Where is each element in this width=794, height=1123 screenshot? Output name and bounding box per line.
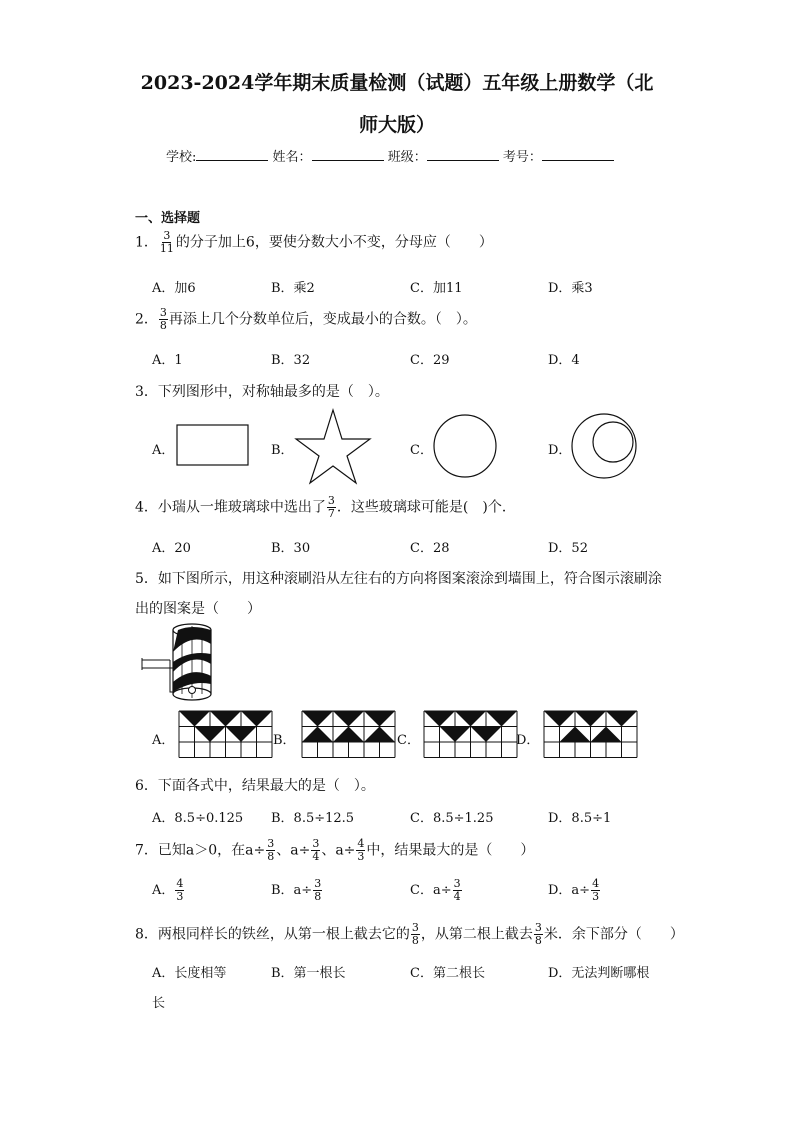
question-5-line-1: 5．如下图所示，用这种滚刷沿从左往右的方向将图案滚涂到墙围上，符合图示滚刷涂 [135,571,662,587]
q8-text-a: 8．两根同样长的铁丝，从第一根上截去它的 [135,926,410,943]
question-8 [135,922,684,947]
q2-option-c[interactable]: C．29 [410,353,450,368]
title-line-2: 师大版） [358,114,435,136]
school-label: 学校: [166,150,197,165]
q6-option-d[interactable]: D．8.5÷1 [548,811,612,826]
q4-text-b: ．这些玻璃球可能是( )个． [336,499,516,516]
q5-option-c-label[interactable]: C． [397,733,420,748]
q7-option-c[interactable]: C．a÷ $\frac{3}{4}$ [410,877,461,903]
q7-fraction-2: $\frac{3}{4}$ [312,837,320,863]
q3-option-d-label[interactable]: D． [548,443,572,458]
q5-pattern-grid-d [544,711,637,758]
q1-option-b[interactable]: B．乘2 [271,281,315,296]
q1-text: 的分子加上6，要使分数大小不变，分母应（ ） [175,234,493,251]
q4-option-d[interactable]: D．52 [548,541,588,556]
q8-option-d-wrap: 长 [152,996,166,1011]
q3-option-a-label[interactable]: A． [152,443,175,458]
q7-option-b[interactable]: B．a÷ $\frac{3}{8}$ [271,877,322,903]
q1-option-a[interactable]: A．加6 [152,281,196,296]
q5-option-a-label[interactable]: A． [152,733,175,748]
q2-option-b[interactable]: B．32 [271,353,311,368]
q7-option-d[interactable]: D．a÷ $\frac{4}{3}$ [548,877,600,903]
class-label: 班级： [387,150,427,165]
q4-option-b[interactable]: B．30 [271,541,311,556]
question-3-text: 3．下列图形中，对称轴最多的是（ ）。 [135,384,389,400]
q8-option-c[interactable]: C．第二根长 [410,966,485,981]
q5-pattern-grid-c [424,711,517,758]
q7-sep-2: 、a÷ [321,842,356,859]
q1-option-d[interactable]: D．乘3 [548,281,593,296]
q7-text-a: 7．已知a＞0，在a÷ [135,842,266,859]
question-6-text: 6．下面各式中，结果最大的是（ ）。 [135,778,375,794]
q8-fraction-2: $\frac{3}{8}$ [534,921,542,947]
q4-option-a[interactable]: A．20 [152,541,191,556]
q5-pattern-grid-a [179,711,272,758]
q3-option-b-label[interactable]: B． [271,443,294,458]
q2-option-d[interactable]: D．4 [548,353,580,368]
section-title: 一、选择题 [135,211,201,226]
q2-number: 2． [135,311,158,328]
q8-option-d[interactable]: D．无法判断哪根 [548,966,650,981]
q6-option-a[interactable]: A．8.5÷0.125 [152,811,244,826]
q8-option-b[interactable]: B．第一根长 [271,966,346,981]
q5-option-b-label[interactable]: B． [273,733,296,748]
q8-fraction-1: $\frac{3}{8}$ [411,921,419,947]
q4-option-c[interactable]: C．28 [410,541,450,556]
title-line-1: 2023-2024学年期末质量检测（试题）五年级上册数学（北 [140,72,654,94]
q3-option-c-label[interactable]: C． [410,443,433,458]
q8-option-a[interactable]: A．长度相等 [152,966,227,981]
q6-option-b[interactable]: B．8.5÷12.5 [271,811,355,826]
q8-text-b: ，从第二根上截去 [420,926,533,943]
q5-option-d-label[interactable]: D． [516,733,540,748]
q2-text: 再添上几个分数单位后，变成最小的合数。（ ）。 [168,311,477,328]
q7-text-b: 中，结果最大的是（ ） [366,842,535,859]
name-label: 姓名： [272,150,312,165]
q1-option-c[interactable]: C．加11 [410,281,463,296]
q7-fraction-1: $\frac{3}{8}$ [267,837,275,863]
q2-option-a[interactable]: A．1 [152,353,183,368]
q1-fraction: $\frac{3}{11}$ [159,229,174,255]
q1-number: 1． [135,234,158,251]
q4-text-a: 4．小瑞从一堆玻璃球中选出了 [135,499,326,516]
q4-fraction: $\frac{3}{7}$ [327,494,335,520]
q2-fraction: $\frac{3}{8}$ [159,306,167,332]
question-5-line-2: 出的图案是（ ） [135,601,261,617]
question-7 [135,838,534,863]
q5-pattern-grid-b [302,711,395,758]
q8-text-c: 米．余下部分（ ） [543,926,684,943]
exam-no-label: 考号： [502,150,542,165]
q7-sep-1: 、a÷ [276,842,311,859]
q7-fraction-3: $\frac{4}{3}$ [357,837,365,863]
q7-option-a[interactable]: A． $\frac{4}{3}$ [152,877,184,903]
q6-option-c[interactable]: C．8.5÷1.25 [410,811,494,826]
